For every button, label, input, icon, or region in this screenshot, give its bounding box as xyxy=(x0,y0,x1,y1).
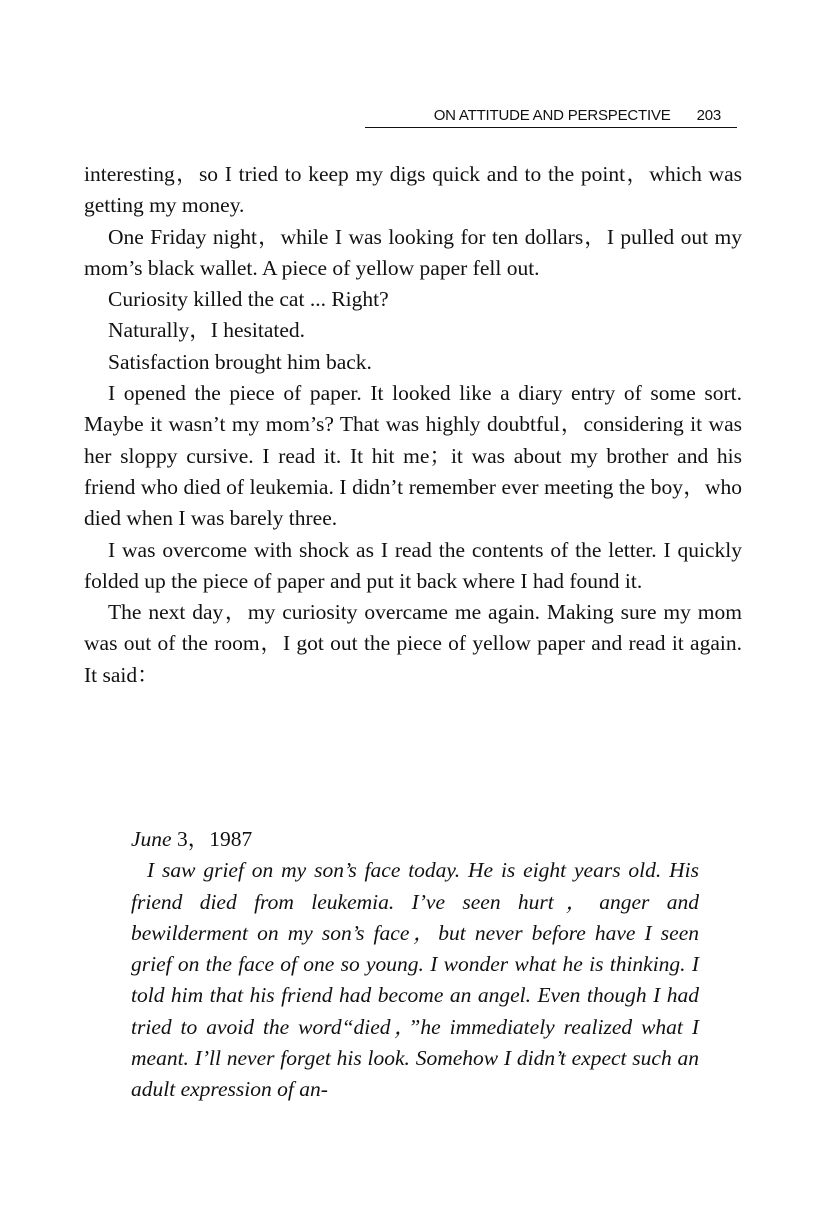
running-title: ON ATTITUDE AND PERSPECTIVE xyxy=(433,107,671,124)
diary-entry xyxy=(131,824,699,1106)
diary-date-month: June xyxy=(131,827,172,851)
body-text xyxy=(84,159,742,691)
page-number: 203 xyxy=(696,107,721,124)
paragraph-2: One Friday night，while I was looking for ten dollars，I pulled out my mom’s black wallet. A piece of yellow paper fell out. xyxy=(84,224,742,280)
paragraph-7: I was overcome with shock as I read the contents of the letter. I quickly folded up the piece of paper and put it back where I had found it. xyxy=(84,537,742,593)
paragraph-4: Naturally，I hesitated. xyxy=(108,318,306,343)
diary-date-rest: 3，1987 xyxy=(171,827,253,851)
paragraph-5: Satisfaction brought him back. xyxy=(108,349,372,374)
paragraph-1: interesting，so I tried to keep my digs quick and to the point，which was getting my money. xyxy=(84,162,742,218)
paragraph-8: The next day，my curiosity overcame me again. Making sure my mom was out of the room，I got out the piece of yellow paper and read it again. It said： xyxy=(84,600,742,687)
diary-date xyxy=(131,824,699,855)
paragraph-3: Curiosity killed the cat ... Right? xyxy=(108,287,389,312)
diary-text: I saw grief on my son’s face today. He is eight years old. His friend died from leukemia. I’ve seen hurt，anger and bewilderment on my son’s face，but never before have I seen grief on the face of one so young. I wonder what he is thinking. I told him that his friend had become an angel. Even though I had tried to avoid the word“died，”he immediately realized what I meant. I’ll never forget his look. Somehow I didn’t expect such an adult expression of an- xyxy=(131,858,699,1102)
running-header xyxy=(365,106,737,128)
paragraph-6: I opened the piece of paper. It looked like a diary entry of some sort. Maybe it wasn’t my mom’s? That was highly doubtful，considering it was her sloppy cursive. I read it. It hit me；it was about my brother and his friend who died of leukemia. I didn’t remember ever meeting the boy，who died when I was barely three. xyxy=(84,381,742,531)
